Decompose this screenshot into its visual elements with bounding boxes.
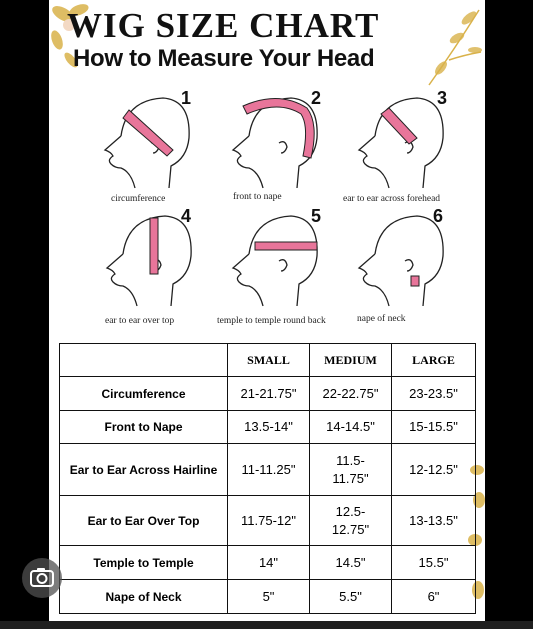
- medium-value: 5.5": [310, 580, 392, 614]
- table-header-cell: SMALL: [228, 344, 310, 377]
- medium-value: 14-14.5": [310, 411, 392, 444]
- small-value: 14": [228, 546, 310, 580]
- table-row: [60, 411, 476, 444]
- figure-caption: front to nape: [233, 192, 282, 202]
- figure-ear-to-ear-over-top: [93, 206, 213, 316]
- figure-number: 2: [311, 88, 322, 108]
- figure-caption: ear to ear over top: [105, 316, 175, 326]
- figure-front-to-nape: [219, 88, 339, 198]
- small-value: 11-11.25": [228, 444, 310, 496]
- medium-value: 11.5- 11.75": [310, 444, 392, 496]
- figure-number: 1: [181, 88, 192, 108]
- figure-number: 4: [181, 206, 192, 226]
- figure-caption: temple to temple round back: [217, 316, 326, 326]
- table-row: [60, 546, 476, 580]
- bottom-bar: [0, 621, 533, 629]
- large-value: 13-13.5": [392, 496, 476, 546]
- table-row: [60, 444, 476, 496]
- table-row: [60, 377, 476, 411]
- figure-number: 5: [311, 206, 322, 226]
- figure-number: 6: [433, 206, 444, 226]
- large-value: 15-15.5": [392, 411, 476, 444]
- small-value: 11.75-12": [228, 496, 310, 546]
- figure-nape-of-neck: [345, 206, 465, 316]
- table-header-cell: MEDIUM: [310, 344, 392, 377]
- large-value: 6": [392, 580, 476, 614]
- table-header-cell: [60, 344, 228, 377]
- row-label: Ear to Ear Across Hairline: [60, 444, 228, 496]
- head-profile-illustration: [93, 206, 213, 316]
- medium-value: 12.5- 12.75": [310, 496, 392, 546]
- figure-temple-to-temple: [219, 206, 339, 316]
- row-label: Nape of Neck: [60, 580, 228, 614]
- row-label: Circumference: [60, 377, 228, 411]
- figure-ear-to-ear-across-forehead: [345, 88, 465, 198]
- page-subtitle: How to Measure Your Head: [73, 45, 375, 72]
- figure-number: 3: [437, 88, 448, 108]
- head-profile-illustration: [91, 88, 211, 198]
- small-value: 13.5-14": [228, 411, 310, 444]
- small-value: 21-21.75": [228, 377, 310, 411]
- table-header-cell: LARGE: [392, 344, 476, 377]
- row-label: Front to Nape: [60, 411, 228, 444]
- table-row: [60, 496, 476, 546]
- page-title: WIG SIZE CHART: [67, 6, 380, 45]
- table-row: [60, 580, 476, 614]
- row-label: Ear to Ear Over Top: [60, 496, 228, 546]
- row-label: Temple to Temple: [60, 546, 228, 580]
- figure-circumference: [91, 88, 211, 198]
- large-value: 23-23.5": [392, 377, 476, 411]
- wig-size-chart-poster: [49, 0, 485, 621]
- camera-icon: [22, 558, 62, 598]
- table-header-row: [60, 344, 476, 377]
- head-profile-illustration: [345, 206, 465, 316]
- medium-value: 22-22.75": [310, 377, 392, 411]
- large-value: 12-12.5": [392, 444, 476, 496]
- figure-caption: nape of neck: [357, 314, 406, 324]
- figure-caption: circumference: [111, 194, 166, 204]
- visual-search-button[interactable]: [22, 558, 62, 598]
- size-table: [59, 343, 476, 614]
- figure-caption: ear to ear across forehead: [343, 194, 441, 204]
- small-value: 5": [228, 580, 310, 614]
- medium-value: 14.5": [310, 546, 392, 580]
- large-value: 15.5": [392, 546, 476, 580]
